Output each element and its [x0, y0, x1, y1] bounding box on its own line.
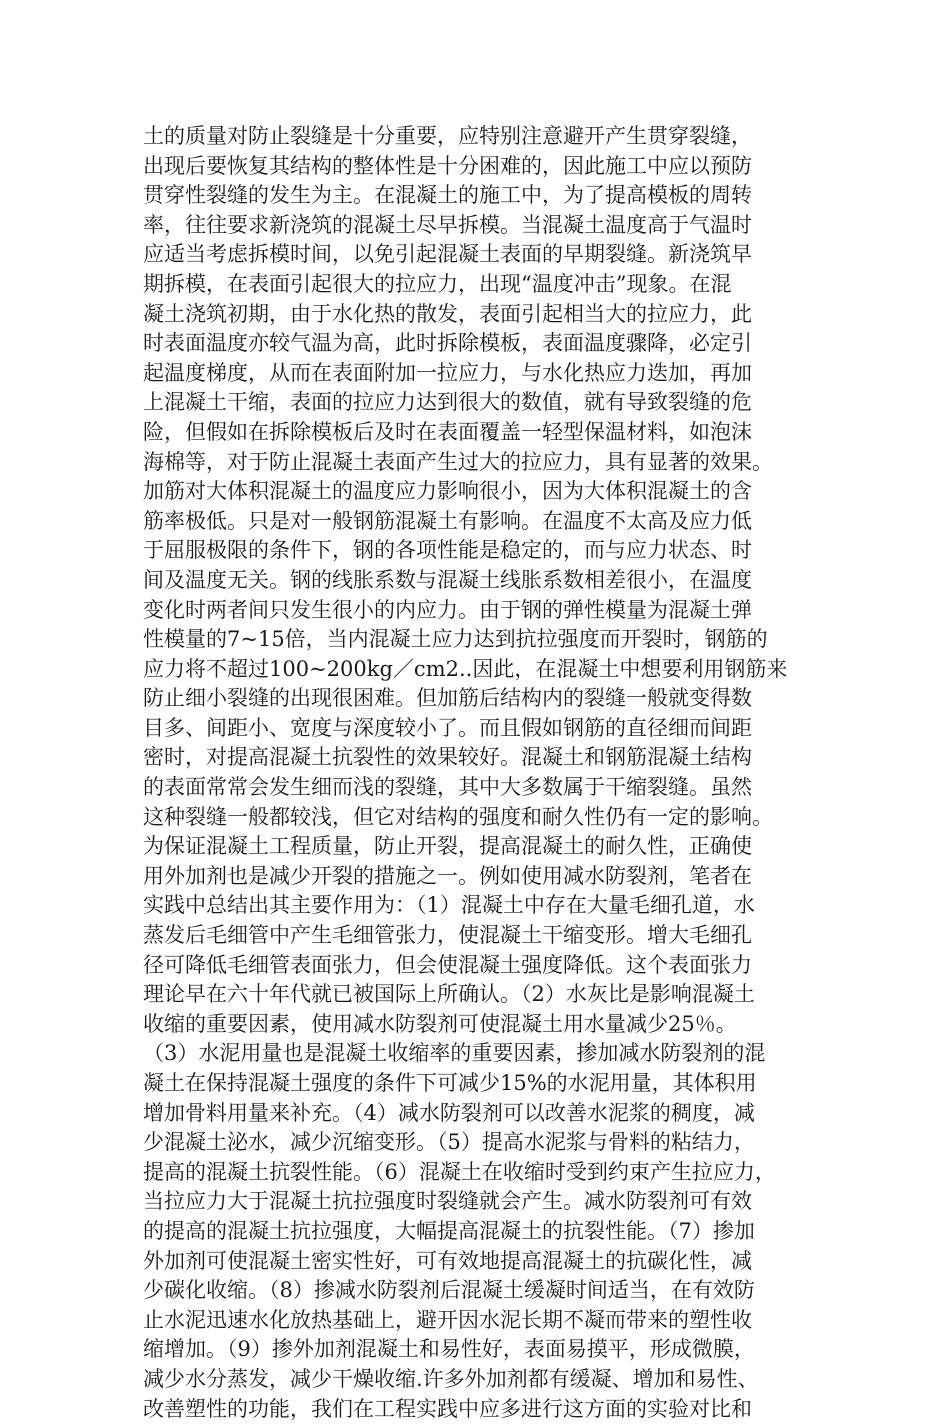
text-line: 用外加剂也是减少开裂的措施之一。例如使用减水防裂剂，笔者在 — [143, 863, 752, 888]
text-line: 为保证混凝土工程质量，防止开裂，提高混凝土的耐久性，正确使 — [143, 834, 752, 859]
text-line: 收缩的重要因素，使用减水防裂剂可使混凝土用水量减少25％。 — [143, 1011, 737, 1036]
text-line: 蒸发后毛细管中产生毛细管张力，使混凝土干缩变形。增大毛细孔 — [143, 923, 752, 948]
text-line: 密时，对提高混凝土抗裂性的效果较好。混凝土和钢筋混凝土结构 — [143, 745, 752, 770]
text-line: 凝土浇筑初期，由于水化热的散发，表面引起相当大的拉应力，此 — [143, 301, 752, 326]
text-line: 应力将不超过100~200kg／cm2..因此，在混凝土中想要利用钢筋来 — [143, 656, 788, 681]
text-line: 凝土在保持混凝土强度的条件下可减少15%的水泥用量，其体积用 — [143, 1071, 757, 1095]
text-line: 于屈服极限的条件下，钢的各项性能是稳定的，而与应力状态、时 — [143, 538, 752, 563]
text-line: 目多、间距小、宽度与深度较小了。而且假如钢筋的直径细而间距 — [143, 715, 752, 740]
text-line: 变化时两者间只发生很小的内应力。由于钢的弹性模量为混凝土弹 — [143, 597, 752, 622]
text-line: 期拆模，在表面引起很大的拉应力，出现“温度冲击”现象。在混 — [143, 271, 732, 296]
text-line: 加筋对大体积混凝土的温度应力影响很小，因为大体积混凝土的含 — [143, 479, 752, 504]
text-line: 提高的混凝土抗裂性能。（6）混凝土在收缩时受到约束产生拉应力， — [143, 1159, 776, 1184]
text-line: 理论早在六十年代就已被国际上所确认。（2）水灰比是影响混凝土 — [143, 982, 755, 1007]
body-text — [143, 122, 823, 1424]
text-line: 出现后要恢复其结构的整体性是十分困难的，因此施工中应以预防 — [143, 153, 752, 178]
text-line: 间及温度无关。钢的线胀系数与混凝土线胀系数相差很小，在温度 — [143, 567, 752, 592]
text-line: 贯穿性裂缝的发生为主。在混凝土的施工中，为了提高模板的周转 — [143, 183, 752, 208]
text-line: 实践中总结出其主要作用为：（1）混凝土中存在大量毛细孔道，水 — [143, 893, 755, 918]
text-line: 外加剂可使混凝土密实性好，可有效地提高混凝土的抗碳化性，减 — [143, 1248, 752, 1273]
text-line: 止水泥迅速水化放热基础上，避开因水泥长期不凝而带来的塑性收 — [143, 1307, 752, 1332]
text-line: 上混凝土干缩，表面的拉应力达到很大的数值，就有导致裂缝的危 — [143, 390, 752, 415]
text-line: 的表面常常会发生细而浅的裂缝，其中大多数属于干缩裂缝。虽然 — [143, 775, 752, 800]
text-line: （3）水泥用量也是混凝土收缩率的重要因素，掺加减水防裂剂的混 — [143, 1041, 766, 1066]
text-line: 改善塑性的功能，我们在工程实践中应多进行这方面的实验对比和 — [143, 1396, 752, 1421]
text-line: 海棉等，对于防止混凝土表面产生过大的拉应力，具有显著的效果。 — [143, 449, 773, 474]
text-line: 少混凝土泌水，减少沉缩变形。（5）提高水泥浆与骨料的粘结力， — [143, 1130, 755, 1155]
text-line: 起温度梯度，从而在表面附加一拉应力，与水化热应力迭加，再加 — [143, 360, 752, 385]
text-line: 率，往往要求新浇筑的混凝土尽早拆模。当混凝土温度高于气温时 — [143, 212, 752, 237]
text-line: 险，但假如在拆除模板后及时在表面覆盖一轻型保温材料，如泡沫 — [143, 419, 752, 444]
text-line: 减少水分蒸发，减少干燥收缩.许多外加剂都有缓凝、增加和易性、 — [143, 1366, 759, 1391]
text-line: 性模量的7~15倍，当内混凝土应力达到抗拉强度而开裂时，钢筋的 — [143, 627, 768, 652]
text-line: 防止细小裂缝的出现很困难。但加筋后结构内的裂缝一般就变得数 — [143, 686, 752, 711]
text-line: 这种裂缝一般都较浅，但它对结构的强度和耐久性仍有一定的影响。 — [143, 804, 773, 829]
text-line: 土的质量对防止裂缝是十分重要，应特别注意避开产生贯穿裂缝， — [143, 124, 752, 148]
text-line: 当拉应力大于混凝土抗拉强度时裂缝就会产生。减水防裂剂可有效 — [143, 1189, 752, 1214]
text-line: 应适当考虑拆模时间，以免引起混凝土表面的早期裂缝。新浇筑早 — [143, 242, 752, 267]
text-line: 径可降低毛细管表面张力，但会使混凝土强度降低。这个表面张力 — [143, 952, 752, 977]
text-line: 增加骨料用量来补充。（4）减水防裂剂可以改善水泥浆的稠度，减 — [143, 1100, 755, 1125]
text-line: 的提高的混凝土抗拉强度，大幅提高混凝土的抗裂性能。（7）掺加 — [143, 1218, 755, 1243]
text-line: 缩增加。（9）掺外加剂混凝土和易性好，表面易摸平，形成微膜， — [143, 1337, 755, 1362]
text-line: 少碳化收缩。（8）掺减水防裂剂后混凝土缓凝时间适当，在有效防 — [143, 1278, 755, 1303]
text-line: 时表面温度亦较气温为高，此时拆除模板，表面温度骤降，必定引 — [143, 331, 752, 356]
text-line: 筋率极低。只是对一般钢筋混凝土有影响。在温度不太高及应力低 — [143, 508, 752, 533]
